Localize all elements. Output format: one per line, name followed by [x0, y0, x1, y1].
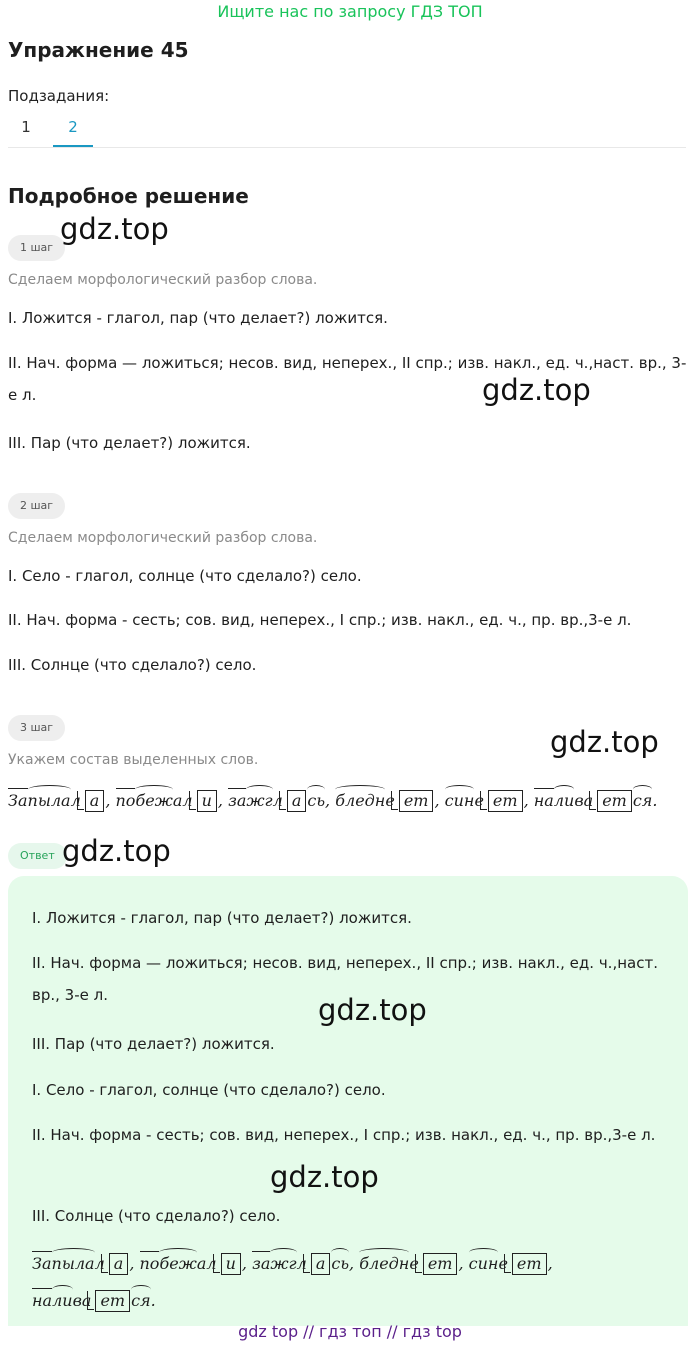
morph-word-1	[32, 1251, 129, 1276]
prefix-mark: по	[116, 788, 136, 813]
comma: ,	[523, 791, 529, 810]
step-hint-3: Укажем состав выделенных слов.	[8, 752, 259, 768]
ending-mark: и	[197, 790, 217, 812]
prefix-mark: за	[228, 788, 246, 813]
suffix-mark: е	[409, 1252, 421, 1276]
watermark: gdz.top	[60, 212, 169, 246]
step-badge-2: 2 шаг	[8, 493, 65, 519]
morph-word-5	[445, 789, 524, 813]
morph-word-4	[359, 1252, 458, 1276]
comma: ,	[217, 791, 223, 810]
step-badge-3: 3 шаг	[8, 715, 65, 741]
watermark: gdz.top	[318, 993, 427, 1027]
step2-line3: III. Солнце (что сделало?) село.	[8, 656, 257, 674]
footer-links[interactable]: gdz top // гдз топ // гдз top	[238, 1322, 462, 1341]
root-mark: бледн	[335, 789, 385, 813]
suffix-mark: л	[95, 1252, 108, 1276]
morph-word-2	[116, 788, 218, 813]
period: .	[652, 791, 658, 810]
search-banner: Ищите нас по запросу ГДЗ ТОП	[217, 2, 483, 21]
morph-word-6	[534, 788, 653, 813]
comma: ,	[547, 1254, 553, 1273]
ending-mark: а	[311, 1253, 331, 1275]
answer-badge: Ответ	[8, 843, 67, 869]
morph-word-2	[140, 1251, 242, 1276]
section-title: Подробное решение	[8, 184, 249, 208]
ending-mark: и	[221, 1253, 241, 1275]
page-title: Упражнение 45	[8, 38, 189, 62]
suffix-mark: ва	[574, 789, 596, 813]
root-mark: беж	[135, 789, 172, 813]
answer-morpheme-line2	[32, 1288, 156, 1313]
comma: ,	[241, 1254, 247, 1273]
morph-word-4	[335, 789, 434, 813]
comma: ,	[349, 1254, 355, 1273]
step2-line2: II. Нач. форма - сесть; сов. вид, неперех., I спр.; изв. накл., ед. ч., пр. вр.,3-е л.	[8, 611, 632, 629]
answer-line1: I. Ложится - глагол, пар (что делает?) ложится.	[32, 909, 412, 927]
step2-line1: I. Село - глагол, солнце (что сделало?) село.	[8, 567, 362, 585]
suffix-mark: л	[297, 1252, 310, 1276]
ending-mark: ет	[597, 790, 632, 812]
step1-line2: II. Нач. форма — ложиться; несов. вид, неперех., II спр.; изв. накл., ед. ч.,наст. вр., 3-е л.	[8, 354, 687, 404]
suffix-mark: ал	[197, 1252, 220, 1276]
ending-mark: ет	[488, 790, 523, 812]
watermark: gdz.top	[270, 1160, 379, 1194]
root-mark: син	[445, 789, 475, 813]
answer-line4: I. Село - глагол, солнце (что сделало?) село.	[32, 1081, 386, 1099]
tab-subtask-1[interactable]: 1	[21, 118, 31, 136]
step-hint-2: Сделаем морфологический разбор слова.	[8, 530, 318, 546]
postfix-mark: ся	[131, 1289, 151, 1313]
ending-mark: ет	[95, 1290, 130, 1312]
root-mark: ли	[554, 789, 575, 813]
root-mark: жг	[246, 789, 272, 813]
comma: ,	[325, 791, 331, 810]
ending-mark: ет	[399, 790, 434, 812]
comma: ,	[458, 1254, 464, 1273]
answer-line2: II. Нач. форма — ложиться; несов. вид, неперех., II спр.; изв. накл., ед. ч.,наст. вр., 3-е л.	[32, 954, 658, 1004]
step1-line1: I. Ложится - глагол, пар (что делает?) ложится.	[8, 309, 388, 327]
ending-mark: ет	[512, 1253, 547, 1275]
prefix-mark: по	[140, 1251, 160, 1276]
ending-mark: а	[109, 1253, 129, 1275]
watermark: gdz.top	[482, 373, 591, 407]
suffix-mark: ал	[173, 789, 196, 813]
suffix-mark: е	[474, 789, 486, 813]
postfix-mark: ся	[633, 789, 653, 813]
morpheme-breakdown	[8, 788, 657, 813]
morph-word-5	[469, 1252, 548, 1276]
root-mark: пыла	[52, 1252, 95, 1276]
answer-box	[8, 876, 688, 1326]
comma: ,	[105, 791, 111, 810]
suffix-mark: ва	[73, 1289, 95, 1313]
ending-mark: ет	[423, 1253, 458, 1275]
prefix-mark: За	[32, 1251, 52, 1276]
suffix-mark: л	[273, 789, 286, 813]
root-mark: бледн	[359, 1252, 409, 1276]
watermark: gdz.top	[62, 834, 171, 868]
root-mark: беж	[159, 1252, 196, 1276]
postfix-mark: сь	[331, 1252, 349, 1276]
prefix-mark: на	[32, 1288, 52, 1313]
comma: ,	[129, 1254, 135, 1273]
suffix-mark: е	[385, 789, 397, 813]
ending-mark: а	[85, 790, 105, 812]
answer-line5: II. Нач. форма - сесть; сов. вид, неперех., I спр.; изв. накл., ед. ч., пр. вр.,3-е л.	[32, 1126, 656, 1144]
postfix-mark: сь	[307, 789, 325, 813]
step-hint-1: Сделаем морфологический разбор слова.	[8, 272, 318, 288]
ending-mark: а	[287, 790, 307, 812]
step-badge-1: 1 шаг	[8, 235, 65, 261]
period: .	[150, 1291, 156, 1310]
answer-line3: III. Пар (что делает?) ложится.	[32, 1035, 275, 1053]
tab-subtask-2[interactable]: 2	[68, 118, 78, 136]
divider	[8, 147, 686, 148]
root-mark: ли	[52, 1289, 73, 1313]
comma: ,	[434, 791, 440, 810]
root-mark: син	[469, 1252, 499, 1276]
prefix-mark: на	[534, 788, 554, 813]
root-mark: жг	[270, 1252, 296, 1276]
morph-word-1	[8, 788, 105, 813]
suffix-mark: е	[498, 1252, 510, 1276]
step1-line3: III. Пар (что делает?) ложится.	[8, 434, 251, 452]
prefix-mark: За	[8, 788, 28, 813]
answer-morpheme-line1	[32, 1251, 553, 1276]
subtasks-label: Подзадания:	[8, 87, 110, 105]
morph-word-6	[32, 1288, 151, 1313]
root-mark: пыла	[28, 789, 71, 813]
morph-word-3	[252, 1251, 349, 1276]
suffix-mark: л	[71, 789, 84, 813]
prefix-mark: за	[252, 1251, 270, 1276]
answer-line6: III. Солнце (что сделало?) село.	[32, 1207, 281, 1225]
watermark: gdz.top	[550, 725, 659, 759]
morph-word-3	[228, 788, 325, 813]
